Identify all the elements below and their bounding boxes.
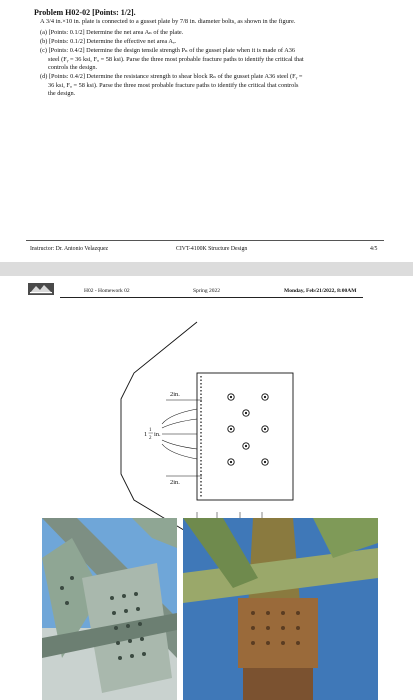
dim-arrow <box>162 444 197 459</box>
footer-divider <box>26 240 384 241</box>
part-d-line: the design. <box>48 90 76 98</box>
dim-bottom-label: 2in. <box>170 479 180 486</box>
term-label: Spring 2022 <box>193 288 221 294</box>
dim-top-label: 2in. <box>170 391 180 398</box>
footer-course: CIVT-4100K Structure Design <box>176 246 248 252</box>
dim-mid-unit: in. <box>154 431 161 438</box>
dim-mid-whole: 1 <box>144 431 148 438</box>
gusset-photo-right <box>183 518 378 700</box>
dim-mid-num: 1 <box>149 428 152 433</box>
university-logo <box>28 283 54 295</box>
part-c-line: steel (Fᵧ = 36 ksi, Fᵤ = 58 ksi). Parse the three most probable fracture paths to identify the critical that <box>48 55 304 63</box>
part-c <box>40 47 382 73</box>
tension-plate <box>197 373 293 500</box>
problem-title: Problem H02-02 [Points: 1/2]. <box>34 8 136 17</box>
dim-mid-den: 2 <box>149 436 152 441</box>
part-d <box>40 73 382 99</box>
due-date: Monday, Feb/21/2022, 8:00AM <box>284 288 357 294</box>
header-rule <box>60 297 363 298</box>
gusset-outline <box>121 322 197 538</box>
part-b <box>40 38 382 47</box>
dim-arrow <box>162 419 197 428</box>
footer-instructor: Instructor: Dr. Antonio Velazquez <box>30 246 109 252</box>
part-d-line: (d) [Points: 0.4/2] Determine the resistance strength to shear block Rₙ of the gusset plate A36 steel (Fᵧ = <box>40 73 303 80</box>
problem-page <box>0 0 413 262</box>
gusset-photo-left <box>42 518 177 700</box>
dim-arrow <box>162 409 197 424</box>
part-a <box>40 29 382 38</box>
part-d-line: 36 ksi, Fᵤ = 58 ksi). Parse the three most probable fracture paths to identify the critical that controls <box>48 81 299 89</box>
page-gap <box>0 262 413 276</box>
footer-page-number: 4/5 <box>370 246 378 252</box>
part-a-line: (a) [Points: 0.1/2] Determine the net area Aₙ of the plate. <box>40 29 184 36</box>
part-c-line: (c) [Points: 0.4/2] Determine the design tensile strength Pₙ of the gusset plate when it is made of A36 <box>40 47 296 54</box>
dim-arrow <box>162 440 197 449</box>
part-c-line: controls the design. <box>48 64 98 72</box>
problem-intro: A 3/4 in.×10 in. plate is connected to a gusset plate by 7/8 in. diameter bolts, as shown in the figure. <box>40 18 296 25</box>
figure-page <box>0 276 413 700</box>
part-b-line: (b) [Points: 0.1/2] Determine the effective net area Aₑ. <box>40 38 177 45</box>
homework-label: H02 - Homework 02 <box>84 288 130 294</box>
